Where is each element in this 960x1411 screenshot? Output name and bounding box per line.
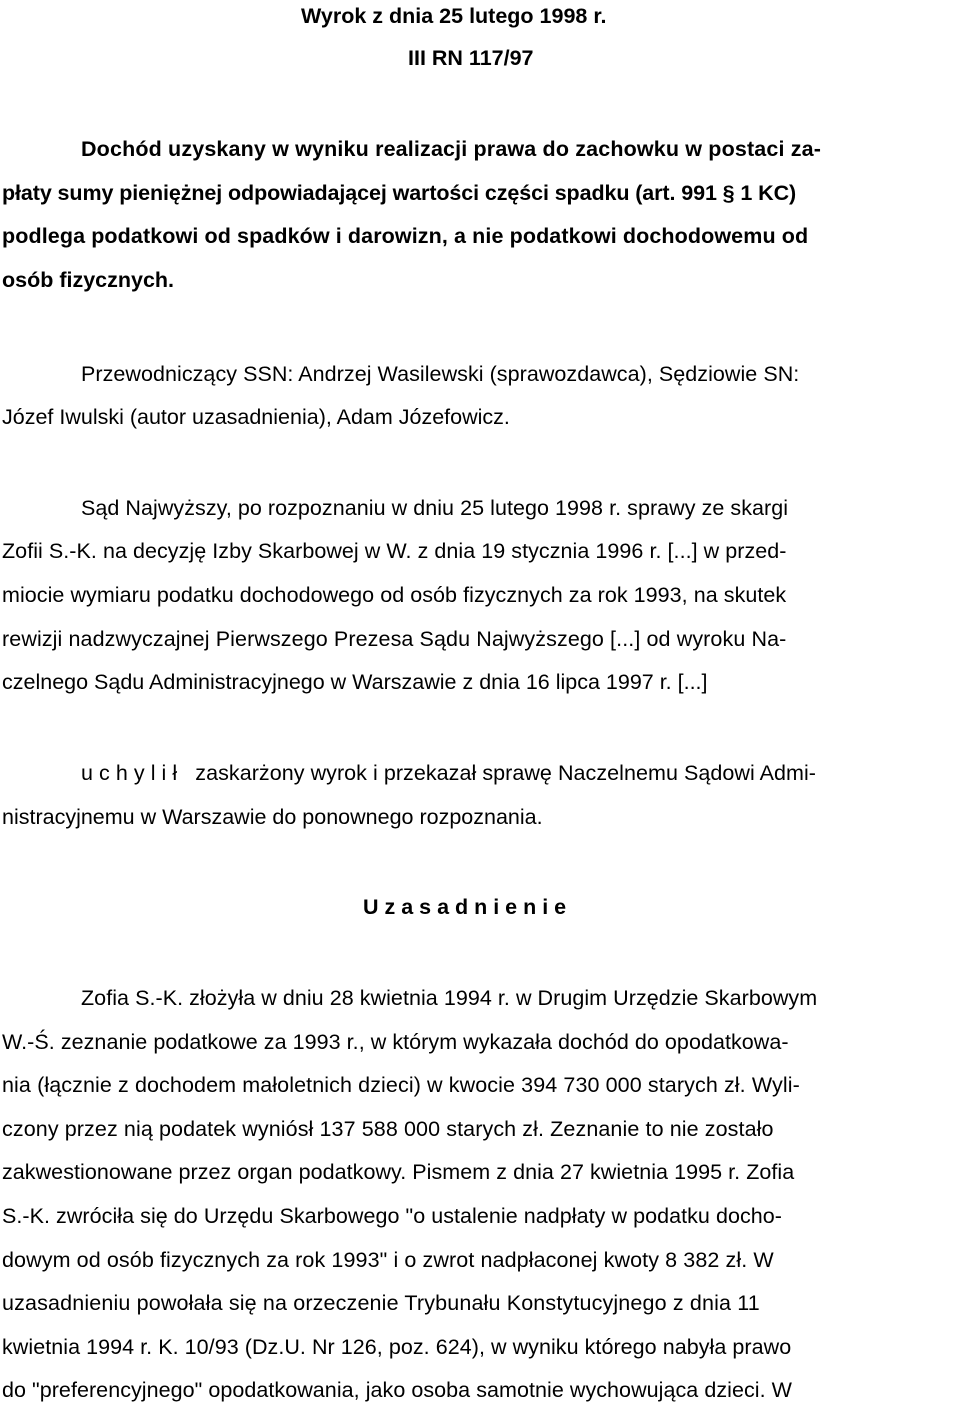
case-number: III RN 117/97: [408, 46, 534, 70]
thesis-line: podlega podatkowi od spadków i darowizn, a nie podatkowi dochodowemu od: [2, 224, 809, 248]
intro-line: miocie wymiaru podatku dochodowego od osób fizycznych za rok 1993, na skutek: [2, 583, 787, 607]
ruling-line: u c h y l i ł zaskarżony wyrok i przekazał sprawę Naczelnemu Sądowi Admi-: [81, 761, 817, 785]
ruling-line: nistracyjnemu w Warszawie do ponownego rozpoznania.: [2, 805, 543, 829]
intro-line: rewizji nadzwyczajnej Pierwszego Prezesa Sądu Najwyższego [...] od wyroku Na-: [2, 627, 787, 651]
intro-line: Sąd Najwyższy, po rozpoznaniu w dniu 25 lutego 1998 r. sprawy ze skargi: [81, 496, 789, 520]
justification-line: W.-Ś. zeznanie podatkowe za 1993 r., w którym wykazała dochód do opodatkowa-: [2, 1030, 789, 1054]
thesis-line: płaty sumy pieniężnej odpowiadającej wartości części spadku (art. 991 § 1 KC): [2, 181, 797, 205]
thesis-line: Dochód uzyskany w wyniku realizacji prawa do zachowku w postaci za-: [81, 137, 822, 161]
justification-line: Zofia S.-K. złożyła w dniu 28 kwietnia 1994 r. w Drugim Urzędzie Skarbowym: [81, 986, 818, 1010]
justification-line: zakwestionowane przez organ podatkowy. Pismem z dnia 27 kwietnia 1995 r. Zofia: [2, 1160, 795, 1184]
intro-line: Zofii S.-K. na decyzję Izby Skarbowej w W. z dnia 19 stycznia 1996 r. [...] w przed-: [2, 539, 787, 563]
thesis-line: osób fizycznych.: [2, 268, 175, 292]
justification-line: kwietnia 1994 r. K. 10/93 (Dz.U. Nr 126, poz. 624), w wyniku którego nabyła prawo: [2, 1335, 792, 1359]
justification-line: uzasadnieniu powołała się na orzeczenie Trybunału Konstytucyjnego z dnia 11: [2, 1291, 760, 1315]
justification-line: nia (łącznie z dochodem małoletnich dzieci) w kwocie 394 730 000 starych zł. Wyli-: [2, 1073, 800, 1097]
composition-line: Józef Iwulski (autor uzasadnienia), Adam Józefowicz.: [2, 405, 510, 429]
justification-line: do "preferencyjnego" opodatkowania, jako osoba samotnie wychowująca dzieci. W: [2, 1378, 792, 1402]
justification-line: czony przez nią podatek wyniósł 137 588 000 starych zł. Zeznanie to nie zostało: [2, 1117, 774, 1141]
intro-line: czelnego Sądu Administracyjnego w Warszawie z dnia 16 lipca 1997 r. [...]: [2, 670, 708, 694]
composition-line: Przewodniczący SSN: Andrzej Wasilewski (sprawozdawca), Sędziowie SN:: [81, 362, 800, 386]
document-title: Wyrok z dnia 25 lutego 1998 r.: [301, 4, 607, 28]
justification-line: S.-K. zwróciła się do Urzędu Skarbowego "o ustalenie nadpłaty w podatku docho-: [2, 1204, 782, 1228]
justification-heading: U z a s a d n i e n i e: [363, 895, 567, 919]
justification-line: dowym od osób fizycznych za rok 1993" i o zwrot nadpłaconej kwoty 8 382 zł. W: [2, 1248, 774, 1272]
